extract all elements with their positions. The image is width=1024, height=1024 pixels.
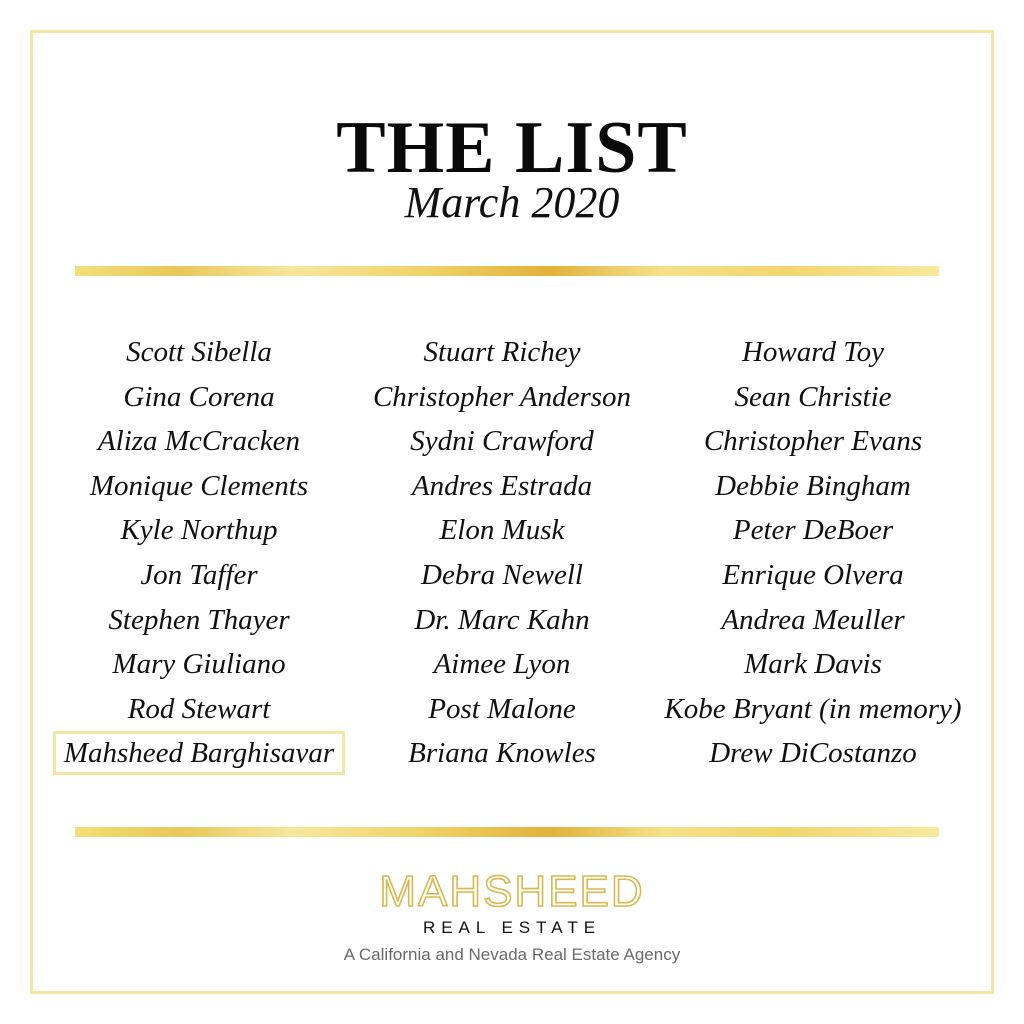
list-item: Aimee Lyon — [433, 648, 571, 681]
list-item: Stuart Richey — [423, 336, 581, 368]
name-column-3 — [648, 330, 978, 776]
list-item: Dr. Marc Kahn — [414, 603, 590, 636]
name-columns — [0, 330, 1024, 790]
bottom-gold-divider — [75, 827, 939, 837]
list-item: Enrique Olvera — [722, 558, 904, 591]
list-item: Peter DeBoer — [732, 514, 894, 547]
list-item: Stephen Thayer — [108, 603, 290, 636]
list-item: Post Malone — [428, 692, 576, 725]
list-item: Elon Musk — [439, 514, 565, 547]
page-title: THE LIST — [336, 107, 688, 189]
list-item: Debbie Bingham — [715, 469, 911, 502]
list-item: Christopher Evans — [703, 425, 923, 458]
list-item: Mary Giuliano — [112, 648, 286, 681]
brand-logo-wordmark: MAHSHEED — [379, 867, 645, 916]
list-item: Sean Christie — [734, 380, 892, 413]
highlighted-name-box: Mahsheed Barghisavar — [53, 731, 345, 775]
list-item: Aliza McCracken — [97, 425, 301, 458]
brand-tagline: A California and Nevada Real Estate Agency — [343, 945, 681, 964]
page-subtitle: March 2020 — [404, 178, 620, 227]
top-gold-divider — [75, 266, 939, 276]
brand-logo-subtitle: REAL ESTATE — [422, 918, 602, 937]
name-column-2 — [352, 330, 652, 776]
list-item: Andrea Meuller — [721, 603, 905, 636]
list-item: Drew DiCostanzo — [709, 737, 917, 770]
list-item: Gina Corena — [123, 380, 275, 413]
list-item: Kobe Bryant (in memory) — [664, 692, 962, 725]
list-item: Christopher Anderson — [372, 380, 632, 413]
list-item: Kyle Northup — [120, 514, 278, 547]
list-item: Andres Estrada — [411, 469, 593, 502]
highlighted-list-item — [40, 731, 358, 776]
list-item: Sydni Crawford — [410, 425, 594, 458]
list-item: Monique Clements — [89, 469, 309, 502]
list-item: Mark Davis — [744, 648, 882, 681]
list-item: Howard Toy — [741, 336, 885, 368]
list-item: Scott Sibella — [126, 336, 272, 368]
list-item: Briana Knowles — [408, 737, 596, 770]
name-column-1 — [40, 330, 358, 776]
list-item: Jon Taffer — [140, 558, 258, 591]
list-item: Debra Newell — [421, 558, 583, 591]
list-item: Rod Stewart — [127, 692, 271, 725]
